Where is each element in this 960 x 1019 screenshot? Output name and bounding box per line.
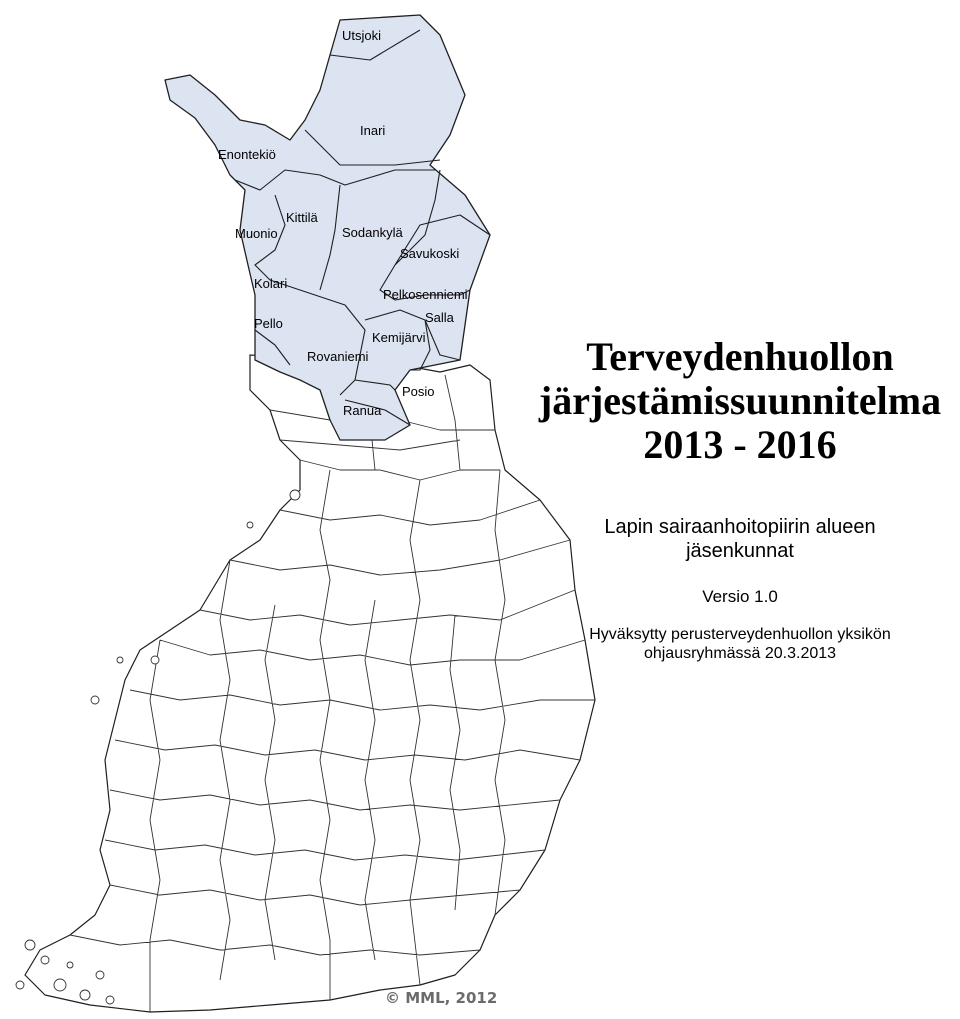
- map-credit: © MML, 2012: [385, 989, 498, 1007]
- label-salla: Salla: [425, 310, 454, 325]
- document-title-line1: Terveydenhuollon: [586, 334, 894, 379]
- label-sodankyla: Sodankylä: [342, 225, 403, 240]
- label-inari: Inari: [360, 123, 386, 138]
- label-enontekio: Enontekiö: [218, 147, 276, 162]
- subtitle-line2: jäsenkunnat: [686, 540, 794, 562]
- label-kittila: Kittilä: [286, 210, 318, 225]
- label-pelkosenniemi: Pelkosenniemi: [383, 287, 468, 302]
- label-ranua: Ranua: [343, 403, 382, 418]
- approval-line1: Hyväksytty perusterveydenhuollon yksikön: [589, 626, 891, 643]
- label-kolari: Kolari: [254, 276, 288, 291]
- label-kemijarvi: Kemijärvi: [372, 330, 426, 345]
- label-utsjoki: Utsjoki: [342, 28, 382, 43]
- approval-line2: ohjausryhmässä 20.3.2013: [643, 645, 837, 662]
- label-posio: Posio: [402, 384, 435, 399]
- label-muonio: Muonio: [235, 226, 278, 241]
- label-savukoski: Savukoski: [400, 246, 460, 261]
- label-pello: Pello: [254, 316, 283, 331]
- version-label: Versio 1.0: [702, 587, 778, 606]
- subtitle-line1: Lapin sairaanhoitopiirin alueen: [604, 516, 876, 538]
- document-title-line2: järjestämissuunnitelma: [538, 378, 942, 423]
- label-rovaniemi: Rovaniemi: [307, 349, 369, 364]
- title-block: [500, 335, 960, 663]
- document-period: 2013 - 2016: [643, 422, 837, 467]
